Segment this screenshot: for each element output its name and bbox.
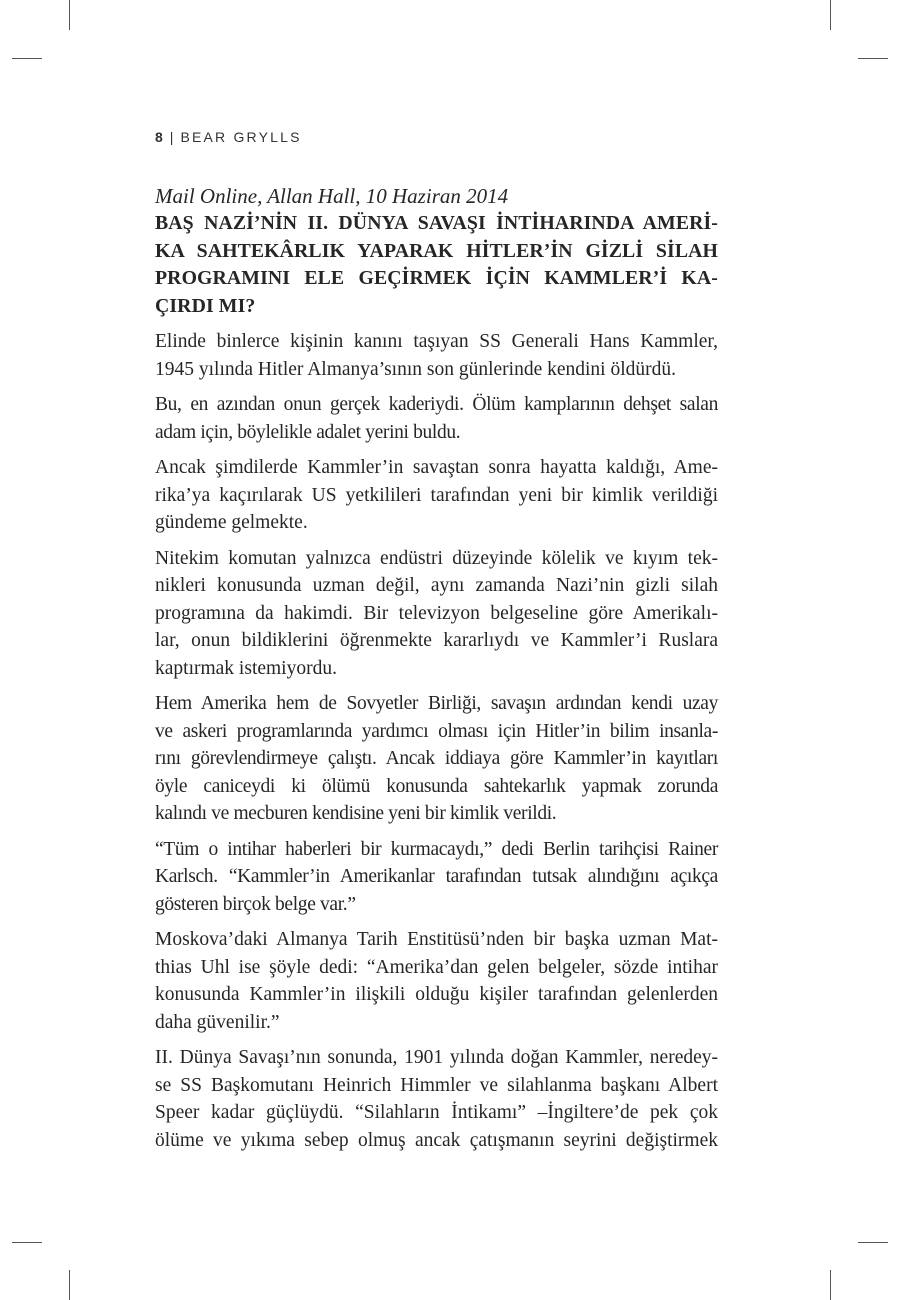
paragraph-line: gösteren birçok belge var.” [155,893,356,915]
paragraph-line: programına da hakimdi. Bir televizyon belgeseline göre Amerikalı- [155,602,718,624]
page-number: 8 [155,129,163,145]
crop-mark-top-left [69,0,70,30]
paragraph-line: lar, onun bildiklerini öğrenmekte kararlıydı ve Kammler’i Ruslara [155,630,718,651]
paragraph-line: rika’ya kaçırılarak US yetkilileri tarafından yeni bir kimlik verildiği [155,484,718,506]
paragraph-line: Ancak şimdilerde Kammler’in savaştan sonra hayatta kaldığı, Ame- [155,457,718,478]
paragraph-line: rını görevlendirmeye çalıştı. Ancak iddiaya göre Kammler’in kayıtları [155,748,718,769]
paragraph-line: Nitekim komutan yalnızca endüstri düzeyinde kölelik ve kıyım tek- [155,547,718,569]
paragraph-line: Elinde binlerce kişinin kanını taşıyan SS Generali Hans Kammler, [155,331,718,352]
paragraph-line: kaptırmak istemiyordu. [155,657,337,679]
paragraph-line: kalındı ve mecburen kendisine yeni bir kimlik verildi. [155,803,557,824]
article-source: Mail Online, Allan Hall, 10 Haziran 2014 [155,184,509,208]
paragraph-line: nikleri konusunda uzman değil, aynı zamanda Nazi’nin gizli silah [155,575,718,596]
paragraph [155,454,718,537]
paragraph [155,328,718,383]
running-title: BEAR GRYLLS [180,129,302,145]
paragraph [155,926,718,1036]
paragraph-line: se SS Başkomutanı Heinrich Himmler ve silahlanma başkanı Albert [155,1074,718,1096]
paragraph [155,836,718,919]
article-headline [155,210,718,320]
paragraph-line: 1945 yılında Hitler Almanya’sının son günlerinde kendini öldürdü. [155,358,677,380]
paragraph-line: öyle caniceydi ki ölümü konusunda sahtekarlık yapmak zorunda [155,775,718,797]
paragraph-line: konusunda Kammler’in ilişkili olduğu kişiler tarafından gelenlerden [155,984,718,1005]
paragraph-line: ve askeri programlarında yardımcı olması için Hitler’in bilim insanla- [155,720,718,742]
crop-mark-top-right [830,0,831,30]
article-body [155,183,718,1162]
running-header [155,129,302,145]
paragraph-line: II. Dünya Savaşı’nın sonunda, 1901 yılında doğan Kammler, neredey- [155,1047,718,1068]
crop-mark-bottom-right [830,1270,831,1300]
paragraph-line: thias Uhl ise şöyle dedi: “Amerika’dan gelen belgeler, sözde intihar [155,956,718,978]
paragraph-line: daha güvenilir.” [155,1011,280,1033]
paragraph-line: Hem Amerika hem de Sovyetler Birliği, savaşın ardından kendi uzay [155,693,718,714]
paragraph-line: “Tüm o intihar haberleri bir kurmacaydı,” dedi Berlin tarihçisi Rainer [155,838,718,860]
paragraph [155,545,718,683]
header-separator: | [169,129,174,145]
headline-line: ÇIRDI MI? [155,294,256,317]
paragraph [155,690,718,828]
paragraph-line: adam için, böylelikle adalet yerini buldu. [155,421,461,443]
paragraph-line: gündeme gelmekte. [155,512,308,533]
paragraph-line: ölüme ve yıkıma sebep olmuş ancak çatışmanın seyrini değiştirmek [155,1129,718,1151]
crop-mark-left-lower [12,1242,42,1243]
paragraph-line: Karlsch. “Kammler’in Amerikanlar tarafından tutsak alındığını açıkça [155,866,718,887]
headline-line: BAŞ NAZİ’NİN II. DÜNYA SAVAŞI İNTİHARINDA AMERİ- [155,212,718,234]
crop-mark-right-lower [858,1242,888,1243]
paragraph-line: Speer kadar güçlüydü. “Silahların İntikamı” –İngiltere’de pek çok [155,1102,718,1123]
crop-mark-right-upper [858,58,888,59]
crop-mark-left-upper [12,58,42,59]
paragraph [155,391,718,446]
paragraph [155,1044,718,1154]
paragraph-line: Moskova’daki Almanya Tarih Enstitüsü’nden bir başka uzman Mat- [155,929,718,950]
headline-line: KA SAHTEKÂRLIK YAPARAK HİTLER’İN GİZLİ SİLAH [155,239,718,262]
headline-line: PROGRAMINI ELE GEÇİRMEK İÇİN KAMMLER’İ KA- [155,267,718,289]
paragraph-line: Bu, en azından onun gerçek kaderiydi. Ölüm kamplarının dehşet salan [155,394,718,415]
crop-mark-bottom-left [69,1270,70,1300]
